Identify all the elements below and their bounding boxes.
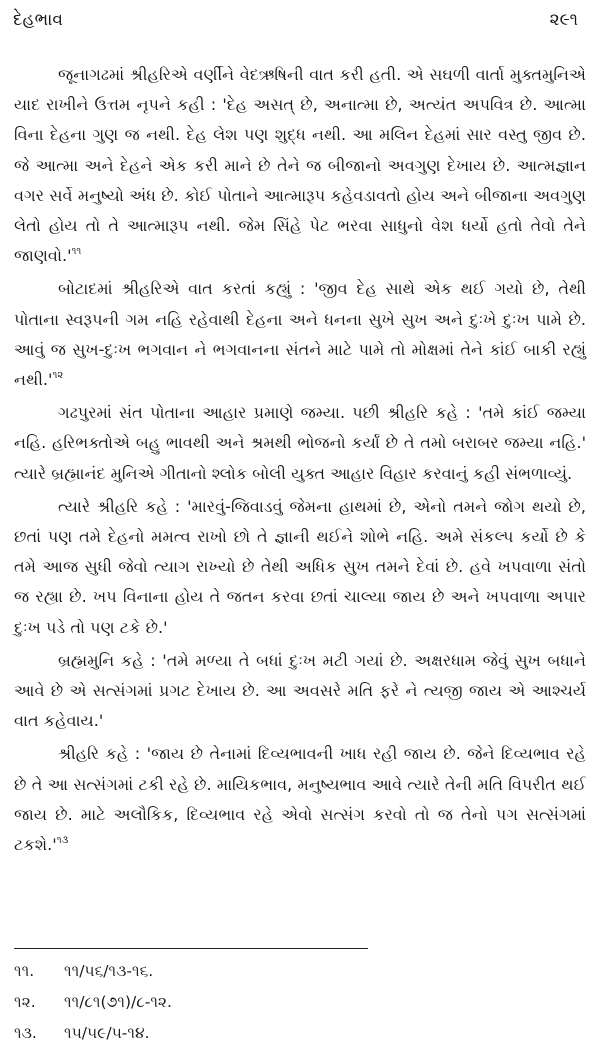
footnote-text: ૧૧/૮૧(૭૧)/૮-૧૨. [64,993,172,1011]
paragraph [14,492,586,643]
page-number: ૨૯૧ [549,10,578,30]
footnote-number: ૧૧. [14,962,35,980]
footnote-text: ૧૧/૫૬/૧૩-૧૬. [64,962,154,980]
paragraph [14,274,586,395]
paragraph-text: ગઢપુરમાં સંત પોતાના આહાર પ્રમાણે જમ્યા. પછી શ્રીહરિ કહે : 'તમે કાંઈ જમ્યા નહિ. હરિભક્તોએ બહુ ભાવથી અને શ્રમથી ભોજનો કર્યાં છે તે તમો બરાબર જમ્યા નહિ.' ત્યારે બ્રહ્માનંદ મુનિએ ગીતાનો શ્લોક બોલી યુક્ત આહાર વિહાર કરવાનું કહી સંભળાવ્યું. [14,403,586,483]
paragraph [14,60,586,271]
footnote-number: ૧૩. [14,1024,37,1042]
footnote [14,987,172,1018]
footnotes [14,956,172,1049]
paragraph-text: જૂનાગઢમાં શ્રીહરિએ વર્ણીને વેદઋષિની વાત કરી હતી. એ સઘળી વાર્તા મુક્તમુનિએ યાદ રાખીને ઉત્તમ નૃપને કહી : 'દેહ અસત્ છે, અનાત્મા છે, અત્યંત અપવિત્ર છે. આત્મા વિના દેહના ગુણ જ નથી. દેહ લેશ પણ શુદ્ધ નથી. આ મલિન દેહમાં સાર વસ્તુ જીવ છે. જે આત્મા અને દેહને એક કરી માને છે તેને જ બીજાનો અવગુણ દેખાય છે. આત્મજ્ઞાન વગર સર્વે મનુષ્યો અંધ છે. કોઈ પોતાને આત્મારૂપ કહેવડાવતો હોય અને બીજાના અવગુણ લેતો હોય તો તે આત્મારૂપ નથી. જેમ સિંહે પેટ ભરવા સાધુનો વેશ ધર્યો હતો તેવો તેને જાણવો.' [14,65,586,266]
paragraph-text: બોટાદમાં શ્રીહરિએ વાત કરતાં કહ્યું : 'જીવ દેહ સાથે એક થઈ ગયો છે, તેથી પોતાના સ્વરૂપની ગમ નહિ રહેવાથી દેહના અને ધનના સુખે સુખ અને દુઃખે દુઃખ પામે છે. આવું જ સુખ-દુઃખ ભગવાન ને ભગવાનના સંતને માટે પામે તો મોક્ષમાં તેને કાંઈ બાકી રહ્યું નથી.' [14,279,586,390]
paragraph [14,646,586,737]
footnote-ref: ૧૨ [52,370,64,382]
footnote-ref: ૧૧ [71,246,82,258]
running-header [0,0,600,40]
paragraph-text: ત્યારે શ્રીહરિ કહે : 'મારવું-જિવાડવું જેમના હાથમાં છે, એનો તમને જોગ થયો છે, છતાં પણ તમે દેહનો મમત્વ રાખો છો તે જ્ઞાની થઈને શોભે નહિ. અમે સંકલ્પ કર્યો છે કે તમે આજ સુધી જેવો ત્યાગ રાખ્યો છે તેથી અધિક સુખ તમને દેવાં છે. હવે ખપવાળા સંતો જ રહ્યા છે. ખપ વિનાના હોય તે જતન કરવા છતાં ચાલ્યા જાય છે અને ખપવાળા અપાર દુઃખ પડે તો પણ ટકે છે.' [14,496,586,637]
paragraph [14,398,586,489]
paragraph [14,739,586,860]
paragraph-text: શ્રીહરિ કહે : 'જાય છે તેનામાં દિવ્યભાવની ખાધ રહી જાય છે. જેને દિવ્યભાવ રહે છે તે આ સત્સંગમાં ટકી રહે છે. માયિકભાવ, મનુષ્યભાવ આવે ત્યારે તેની મતિ વિપરીત થઈ જાય છે. માટે અલૌકિક, દિવ્યભાવ રહે એવો સત્સંગ કરવો તો જ તેનો પગ સત્સંગમાં ટકશે.' [14,744,586,855]
footnote [14,1018,172,1049]
paragraph-text: બ્રહ્મમુનિ કહે : 'તમે મળ્યા તે બધાં દુઃખ મટી ગયાં છે. અક્ષરધામ જેવું સુખ બધાને આવે છે એ સત્સંગમાં પ્રગટ દેખાય છે. આ અવસરે મતિ ફરે ને ત્યજી જાય એ આશ્ચર્ય વાત કહેવાય.' [14,650,586,731]
footnote-text: ૧૫/૫૯/૫-૧૪. [64,1024,150,1042]
chapter-title: દેહભાવ [13,10,63,30]
footnote [14,956,172,987]
footnote-number: ૧૨. [14,993,36,1011]
footnote-divider [14,948,368,949]
footnote-ref: ૧૩ [56,835,69,847]
body-text [14,60,586,860]
